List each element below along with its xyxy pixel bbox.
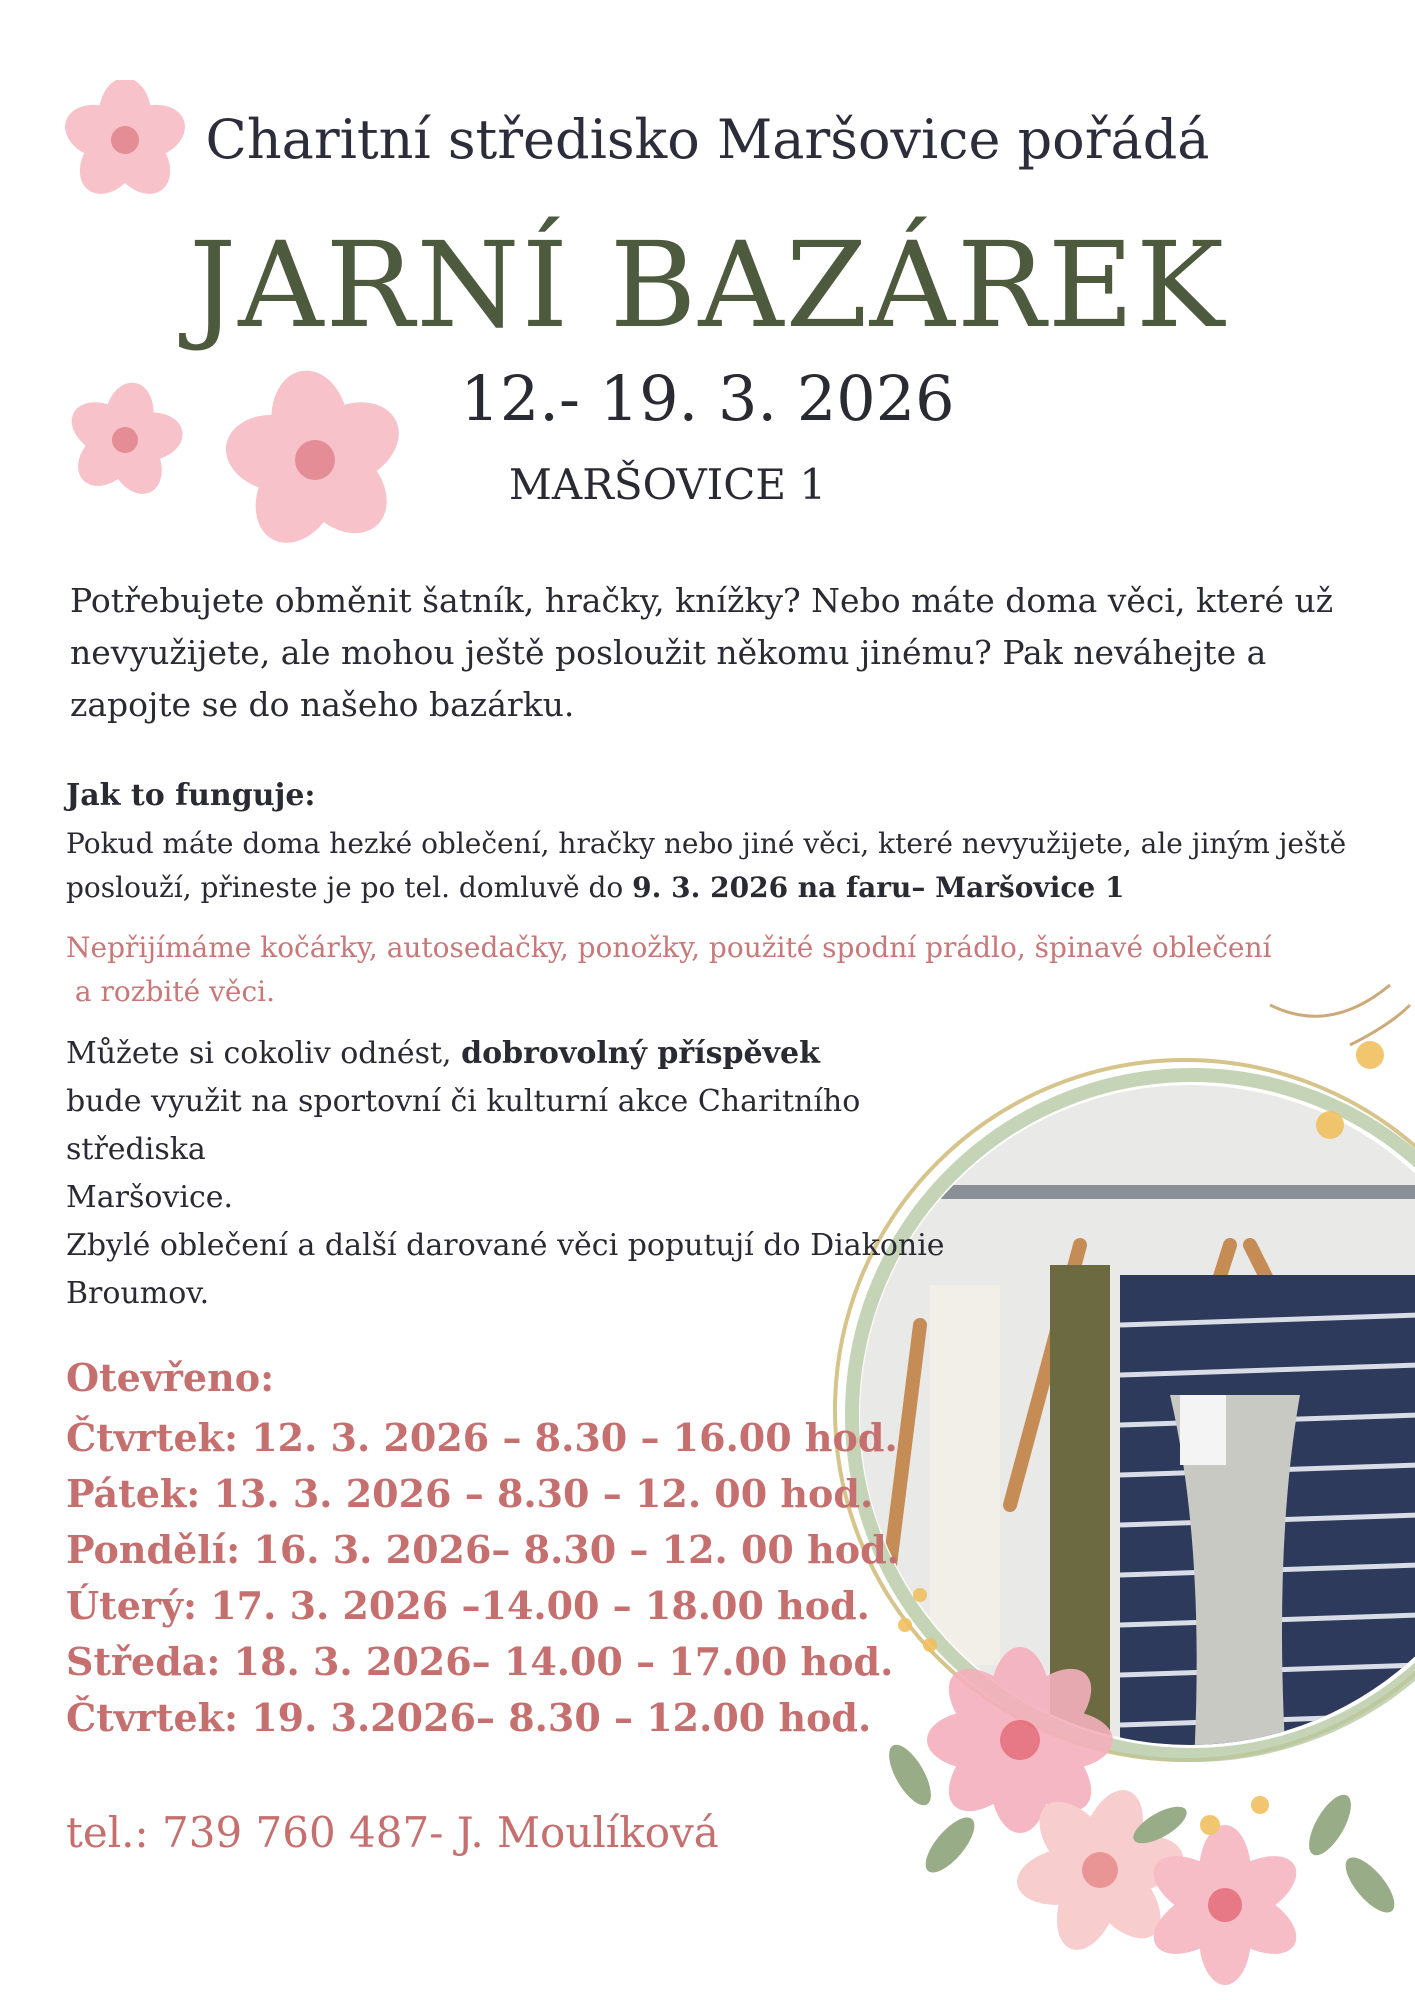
- contribution-bold: dobrovolný příspěvek: [461, 1036, 820, 1071]
- not-accepted-line: Nepřijímáme kočárky, autosedačky, ponožky, použité spodní prádlo, špinavé oblečení: [66, 931, 1272, 964]
- contribution-line: Broumov.: [66, 1276, 210, 1311]
- contribution-prefix: Můžete si cokoliv odnést,: [66, 1036, 462, 1071]
- opening-hours-list: [66, 1410, 900, 1746]
- contribution-line: Maršovice.: [66, 1180, 234, 1215]
- event-place: MARŠOVICE 1: [508, 460, 827, 509]
- contribution-line: [66, 1030, 966, 1078]
- contribution-text: [66, 1030, 966, 1318]
- event-dates: 12.- 19. 3. 2026: [460, 362, 955, 435]
- opening-day: Čtvrtek: 19. 3.2026– 8.30 – 12.00 hod.: [66, 1695, 872, 1740]
- opening-heading: Otevřeno:: [66, 1355, 275, 1400]
- how-heading: Jak to funguje:: [66, 778, 316, 813]
- how-text: [66, 822, 1356, 910]
- intro-paragraph: Potřebujete obměnit šatník, hračky, knížky? Nebo máte doma věci, které už nevyužijete, ale mohou ještě posloužit někomu jinému? Pak neváhejte a zapojte se do našeho bazárku.: [70, 581, 1334, 724]
- opening-day: Pondělí: 16. 3. 2026– 8.30 – 12. 00 hod.: [66, 1527, 900, 1572]
- opening-day: Úterý: 17. 3. 2026 –14.00 – 18.00 hod.: [66, 1583, 870, 1628]
- not-accepted-line: a rozbité věci.: [66, 975, 276, 1008]
- opening-day: Středa: 18. 3. 2026– 14.00 – 17.00 hod.: [66, 1639, 894, 1684]
- page-title: JARNÍ BAZÁREK: [188, 216, 1226, 354]
- deadline: 9. 3. 2026 na faru– Maršovice 1: [632, 871, 1125, 904]
- contact-phone: tel.: 739 760 487- J. Moulíková: [66, 1808, 719, 1857]
- contribution-line: Zbylé oblečení a další darované věci poputují do Diakonie: [66, 1228, 945, 1263]
- contribution-line: bude využit na sportovní či kulturní akce Charitního střediska: [66, 1084, 861, 1167]
- opening-day: Pátek: 13. 3. 2026 – 8.30 – 12. 00 hod.: [66, 1471, 874, 1516]
- how-body: Pokud máte doma hezké oblečení, hračky nebo jiné věci, které nevyužijete, ale jiným ještě poslouží, přineste je po tel. domluvě do: [66, 827, 1347, 904]
- opening-day: Čtvrtek: 12. 3. 2026 – 8.30 – 16.00 hod.: [66, 1415, 898, 1460]
- organizer-line: Charitní středisko Maršovice pořádá: [205, 108, 1210, 171]
